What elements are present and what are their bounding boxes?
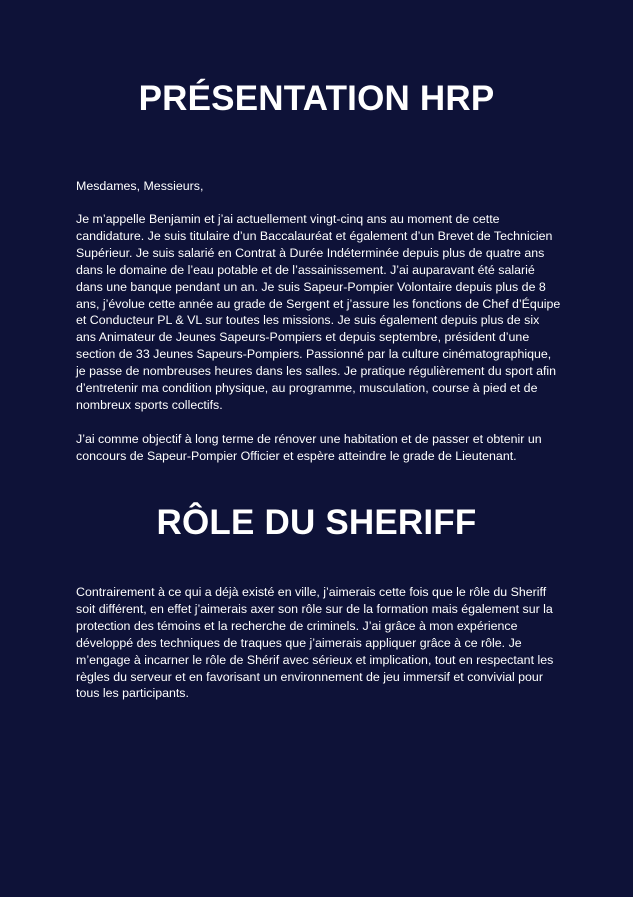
section-title-presentation: PRÉSENTATION HRP	[138, 79, 495, 118]
sheriff-role-paragraph: Contrairement à ce qui a déjà existé en ville, j’aimerais cette fois que le rôle du Sheriff soit différent, en effet j’aimerais axer son rôle sur de la formation mais également sur la protection des témoins et la recherche de criminels. J’ai grâce à mon expérience développé des techniques de traques que j’aimerais appliquer grâce à ce rôle. Je m’engage à incarner le rôle de Shérif avec sérieux et implication, tout en respectant les règles du serveur et en favorisant un environnement de jeu immersif et convivial pour tous les participants.	[76, 585, 554, 701]
objective-paragraph: J’ai comme objectif à long terme de rénover une habitation et de passer et obtenir un concours de Sapeur-Pompier Officier et espère atteindre le grade de Lieutenant.	[76, 432, 542, 463]
greeting-text: Mesdames, Messieurs,	[76, 179, 204, 193]
section-title-sheriff-role: RÔLE DU SHERIFF	[156, 503, 477, 542]
presentation-paragraph: Je m’appelle Benjamin et j’ai actuellement vingt-cinq ans au moment de cette candidature. Je suis titulaire d’un Baccalauréat et également d’un Brevet de Technicien Supérieur. Je suis salarié en Contrat à Durée Indéterminée depuis plus de quatre ans dans le domaine de l’eau potable et de l’assainissement. J’ai auparavant été salarié dans une banque pendant un an. Je suis Sapeur-Pompier Volontaire depuis plus de 8 ans, j’évolue cette année au grade de Sergent et j’assure les fonctions de Chef d’Équipe et Conducteur PL & VL sur toutes les missions. Je suis également depuis plus de six ans Animateur de Jeunes Sapeurs-Pompiers et depuis septembre, président d’une section de 33 Jeunes Sapeurs-Pompiers. Passionné par la culture cinématographique, je passe de nombreuses heures dans les salles. Je pratique régulièrement du sport afin d’entretenir ma condition physique, au programme, musculation, course à pied et de nombreux sports collectifs.	[76, 212, 561, 412]
